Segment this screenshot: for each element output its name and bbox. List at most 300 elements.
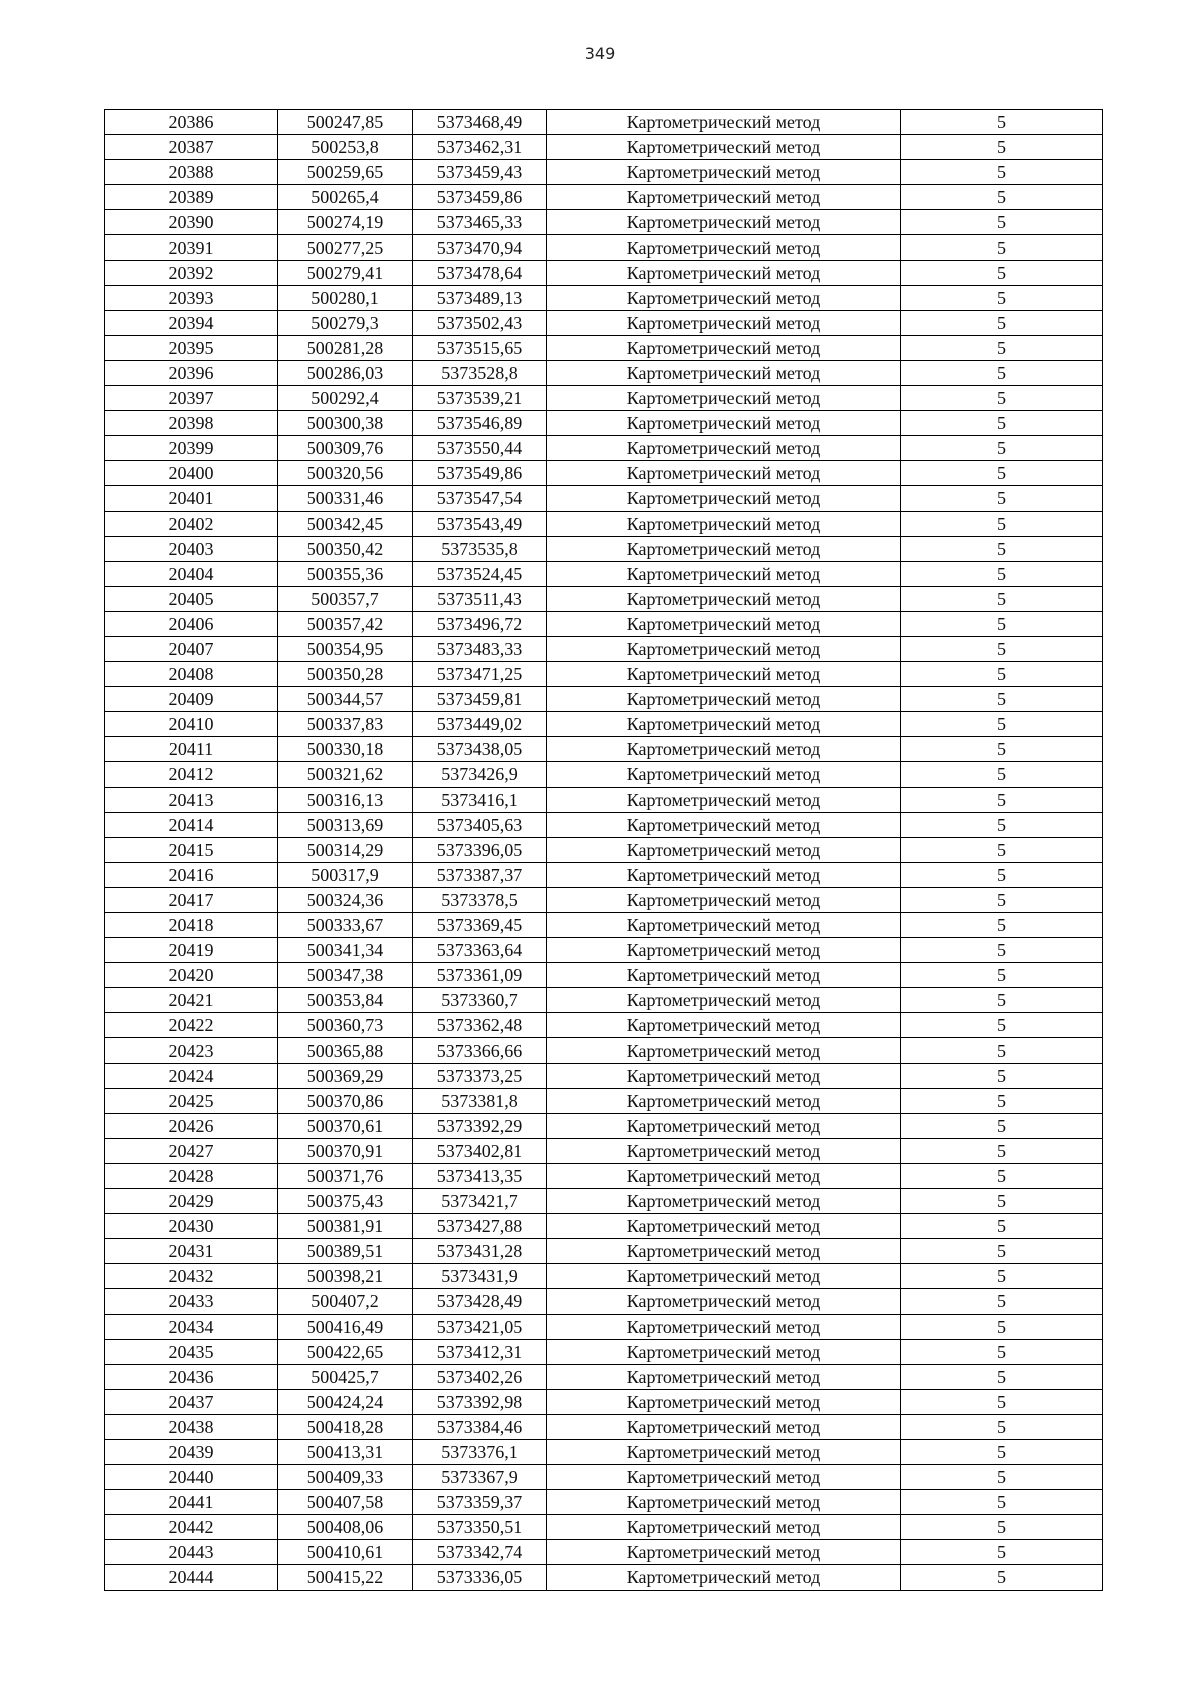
x-coordinate-cell: 500321,62 bbox=[278, 762, 413, 787]
method-cell: Картометрический метод bbox=[547, 1038, 901, 1063]
method-cell: Картометрический метод bbox=[547, 285, 901, 310]
method-cell: Картометрический метод bbox=[547, 1389, 901, 1414]
method-cell: Картометрический метод bbox=[547, 135, 901, 160]
table-row bbox=[105, 160, 1103, 185]
table-row bbox=[105, 436, 1103, 461]
y-coordinate-cell: 5373459,81 bbox=[413, 687, 547, 712]
x-coordinate-cell: 500337,83 bbox=[278, 712, 413, 737]
method-cell: Картометрический метод bbox=[547, 110, 901, 135]
accuracy-cell: 5 bbox=[901, 135, 1103, 160]
y-coordinate-cell: 5373402,26 bbox=[413, 1364, 547, 1389]
page-number: 349 bbox=[584, 44, 616, 63]
x-coordinate-cell: 500277,25 bbox=[278, 235, 413, 260]
point-number-cell: 20391 bbox=[105, 235, 278, 260]
x-coordinate-cell: 500253,8 bbox=[278, 135, 413, 160]
table-row bbox=[105, 1138, 1103, 1163]
x-coordinate-cell: 500274,19 bbox=[278, 210, 413, 235]
y-coordinate-cell: 5373550,44 bbox=[413, 436, 547, 461]
method-cell: Картометрический метод bbox=[547, 310, 901, 335]
x-coordinate-cell: 500416,49 bbox=[278, 1314, 413, 1339]
accuracy-cell: 5 bbox=[901, 887, 1103, 912]
point-number-cell: 20404 bbox=[105, 561, 278, 586]
y-coordinate-cell: 5373363,64 bbox=[413, 938, 547, 963]
table-row bbox=[105, 1163, 1103, 1188]
method-cell: Картометрический метод bbox=[547, 210, 901, 235]
table-row bbox=[105, 988, 1103, 1013]
method-cell: Картометрический метод bbox=[547, 1189, 901, 1214]
method-cell: Картометрический метод bbox=[547, 1339, 901, 1364]
y-coordinate-cell: 5373546,89 bbox=[413, 411, 547, 436]
y-coordinate-cell: 5373387,37 bbox=[413, 862, 547, 887]
method-cell: Картометрический метод bbox=[547, 938, 901, 963]
y-coordinate-cell: 5373360,7 bbox=[413, 988, 547, 1013]
x-coordinate-cell: 500333,67 bbox=[278, 913, 413, 938]
accuracy-cell: 5 bbox=[901, 511, 1103, 536]
table-row bbox=[105, 1239, 1103, 1264]
method-cell: Картометрический метод bbox=[547, 1264, 901, 1289]
point-number-cell: 20415 bbox=[105, 837, 278, 862]
x-coordinate-cell: 500300,38 bbox=[278, 411, 413, 436]
x-coordinate-cell: 500317,9 bbox=[278, 862, 413, 887]
y-coordinate-cell: 5373405,63 bbox=[413, 812, 547, 837]
point-number-cell: 20434 bbox=[105, 1314, 278, 1339]
point-number-cell: 20396 bbox=[105, 360, 278, 385]
x-coordinate-cell: 500425,7 bbox=[278, 1364, 413, 1389]
y-coordinate-cell: 5373547,54 bbox=[413, 486, 547, 511]
x-coordinate-cell: 500381,91 bbox=[278, 1214, 413, 1239]
method-cell: Картометрический метод bbox=[547, 1088, 901, 1113]
table-row bbox=[105, 636, 1103, 661]
table-row bbox=[105, 1490, 1103, 1515]
x-coordinate-cell: 500424,24 bbox=[278, 1389, 413, 1414]
y-coordinate-cell: 5373381,8 bbox=[413, 1088, 547, 1113]
point-number-cell: 20438 bbox=[105, 1414, 278, 1439]
table-row bbox=[105, 812, 1103, 837]
accuracy-cell: 5 bbox=[901, 1038, 1103, 1063]
accuracy-cell: 5 bbox=[901, 411, 1103, 436]
y-coordinate-cell: 5373336,05 bbox=[413, 1565, 547, 1590]
method-cell: Картометрический метод bbox=[547, 1063, 901, 1088]
x-coordinate-cell: 500357,42 bbox=[278, 611, 413, 636]
table-row bbox=[105, 185, 1103, 210]
method-cell: Картометрический метод bbox=[547, 1138, 901, 1163]
y-coordinate-cell: 5373426,9 bbox=[413, 762, 547, 787]
y-coordinate-cell: 5373465,33 bbox=[413, 210, 547, 235]
point-number-cell: 20426 bbox=[105, 1113, 278, 1138]
x-coordinate-cell: 500389,51 bbox=[278, 1239, 413, 1264]
point-number-cell: 20439 bbox=[105, 1439, 278, 1464]
y-coordinate-cell: 5373342,74 bbox=[413, 1540, 547, 1565]
x-coordinate-cell: 500313,69 bbox=[278, 812, 413, 837]
x-coordinate-cell: 500413,31 bbox=[278, 1439, 413, 1464]
y-coordinate-cell: 5373549,86 bbox=[413, 461, 547, 486]
point-number-cell: 20424 bbox=[105, 1063, 278, 1088]
point-number-cell: 20433 bbox=[105, 1289, 278, 1314]
table-row bbox=[105, 335, 1103, 360]
point-number-cell: 20390 bbox=[105, 210, 278, 235]
point-number-cell: 20389 bbox=[105, 185, 278, 210]
accuracy-cell: 5 bbox=[901, 737, 1103, 762]
table-row bbox=[105, 1088, 1103, 1113]
x-coordinate-cell: 500422,65 bbox=[278, 1339, 413, 1364]
accuracy-cell: 5 bbox=[901, 913, 1103, 938]
coordinates-table bbox=[104, 109, 1103, 1591]
x-coordinate-cell: 500350,42 bbox=[278, 536, 413, 561]
accuracy-cell: 5 bbox=[901, 636, 1103, 661]
accuracy-cell: 5 bbox=[901, 1339, 1103, 1364]
x-coordinate-cell: 500355,36 bbox=[278, 561, 413, 586]
method-cell: Картометрический метод bbox=[547, 636, 901, 661]
method-cell: Картометрический метод bbox=[547, 1490, 901, 1515]
point-number-cell: 20399 bbox=[105, 436, 278, 461]
x-coordinate-cell: 500344,57 bbox=[278, 687, 413, 712]
x-coordinate-cell: 500347,38 bbox=[278, 963, 413, 988]
method-cell: Картометрический метод bbox=[547, 1214, 901, 1239]
method-cell: Картометрический метод bbox=[547, 1515, 901, 1540]
table-row bbox=[105, 511, 1103, 536]
x-coordinate-cell: 500354,95 bbox=[278, 636, 413, 661]
accuracy-cell: 5 bbox=[901, 1189, 1103, 1214]
method-cell: Картометрический метод bbox=[547, 436, 901, 461]
accuracy-cell: 5 bbox=[901, 963, 1103, 988]
point-number-cell: 20418 bbox=[105, 913, 278, 938]
accuracy-cell: 5 bbox=[901, 1439, 1103, 1464]
accuracy-cell: 5 bbox=[901, 1389, 1103, 1414]
accuracy-cell: 5 bbox=[901, 611, 1103, 636]
accuracy-cell: 5 bbox=[901, 260, 1103, 285]
y-coordinate-cell: 5373459,43 bbox=[413, 160, 547, 185]
x-coordinate-cell: 500341,34 bbox=[278, 938, 413, 963]
method-cell: Картометрический метод bbox=[547, 737, 901, 762]
accuracy-cell: 5 bbox=[901, 1490, 1103, 1515]
accuracy-cell: 5 bbox=[901, 988, 1103, 1013]
table-row bbox=[105, 1013, 1103, 1038]
point-number-cell: 20394 bbox=[105, 310, 278, 335]
y-coordinate-cell: 5373421,7 bbox=[413, 1189, 547, 1214]
accuracy-cell: 5 bbox=[901, 1088, 1103, 1113]
accuracy-cell: 5 bbox=[901, 235, 1103, 260]
table-row bbox=[105, 1038, 1103, 1063]
x-coordinate-cell: 500415,22 bbox=[278, 1565, 413, 1590]
accuracy-cell: 5 bbox=[901, 185, 1103, 210]
method-cell: Картометрический метод bbox=[547, 887, 901, 912]
table-row bbox=[105, 1063, 1103, 1088]
table-row bbox=[105, 586, 1103, 611]
y-coordinate-cell: 5373359,37 bbox=[413, 1490, 547, 1515]
accuracy-cell: 5 bbox=[901, 812, 1103, 837]
accuracy-cell: 5 bbox=[901, 285, 1103, 310]
table-row bbox=[105, 837, 1103, 862]
point-number-cell: 20406 bbox=[105, 611, 278, 636]
table-row bbox=[105, 1364, 1103, 1389]
method-cell: Картометрический метод bbox=[547, 1289, 901, 1314]
point-number-cell: 20430 bbox=[105, 1214, 278, 1239]
table-row bbox=[105, 687, 1103, 712]
point-number-cell: 20405 bbox=[105, 586, 278, 611]
table-row bbox=[105, 737, 1103, 762]
x-coordinate-cell: 500279,41 bbox=[278, 260, 413, 285]
point-number-cell: 20425 bbox=[105, 1088, 278, 1113]
table-row bbox=[105, 762, 1103, 787]
x-coordinate-cell: 500360,73 bbox=[278, 1013, 413, 1038]
accuracy-cell: 5 bbox=[901, 1414, 1103, 1439]
y-coordinate-cell: 5373535,8 bbox=[413, 536, 547, 561]
table-row bbox=[105, 1264, 1103, 1289]
table-row bbox=[105, 1389, 1103, 1414]
point-number-cell: 20407 bbox=[105, 636, 278, 661]
point-number-cell: 20387 bbox=[105, 135, 278, 160]
x-coordinate-cell: 500320,56 bbox=[278, 461, 413, 486]
accuracy-cell: 5 bbox=[901, 461, 1103, 486]
table-row bbox=[105, 611, 1103, 636]
table-row bbox=[105, 887, 1103, 912]
method-cell: Картометрический метод bbox=[547, 762, 901, 787]
point-number-cell: 20392 bbox=[105, 260, 278, 285]
accuracy-cell: 5 bbox=[901, 1163, 1103, 1188]
y-coordinate-cell: 5373449,02 bbox=[413, 712, 547, 737]
accuracy-cell: 5 bbox=[901, 1289, 1103, 1314]
method-cell: Картометрический метод bbox=[547, 1239, 901, 1264]
accuracy-cell: 5 bbox=[901, 110, 1103, 135]
x-coordinate-cell: 500409,33 bbox=[278, 1465, 413, 1490]
point-number-cell: 20435 bbox=[105, 1339, 278, 1364]
y-coordinate-cell: 5373471,25 bbox=[413, 662, 547, 687]
accuracy-cell: 5 bbox=[901, 938, 1103, 963]
point-number-cell: 20423 bbox=[105, 1038, 278, 1063]
y-coordinate-cell: 5373392,29 bbox=[413, 1113, 547, 1138]
method-cell: Картометрический метод bbox=[547, 561, 901, 586]
accuracy-cell: 5 bbox=[901, 1013, 1103, 1038]
accuracy-cell: 5 bbox=[901, 1063, 1103, 1088]
point-number-cell: 20397 bbox=[105, 386, 278, 411]
method-cell: Картометрический метод bbox=[547, 787, 901, 812]
method-cell: Картометрический метод bbox=[547, 862, 901, 887]
table-row bbox=[105, 1214, 1103, 1239]
x-coordinate-cell: 500350,28 bbox=[278, 662, 413, 687]
accuracy-cell: 5 bbox=[901, 662, 1103, 687]
x-coordinate-cell: 500365,88 bbox=[278, 1038, 413, 1063]
table-row bbox=[105, 461, 1103, 486]
table-row bbox=[105, 110, 1103, 135]
table-row bbox=[105, 662, 1103, 687]
table-row bbox=[105, 360, 1103, 385]
accuracy-cell: 5 bbox=[901, 1214, 1103, 1239]
accuracy-cell: 5 bbox=[901, 1565, 1103, 1590]
table-row bbox=[105, 1113, 1103, 1138]
accuracy-cell: 5 bbox=[901, 310, 1103, 335]
point-number-cell: 20388 bbox=[105, 160, 278, 185]
point-number-cell: 20412 bbox=[105, 762, 278, 787]
table-row bbox=[105, 1314, 1103, 1339]
method-cell: Картометрический метод bbox=[547, 486, 901, 511]
table-row bbox=[105, 1540, 1103, 1565]
method-cell: Картометрический метод bbox=[547, 963, 901, 988]
point-number-cell: 20417 bbox=[105, 887, 278, 912]
x-coordinate-cell: 500280,1 bbox=[278, 285, 413, 310]
point-number-cell: 20416 bbox=[105, 862, 278, 887]
method-cell: Картометрический метод bbox=[547, 1364, 901, 1389]
y-coordinate-cell: 5373483,33 bbox=[413, 636, 547, 661]
point-number-cell: 20419 bbox=[105, 938, 278, 963]
y-coordinate-cell: 5373431,28 bbox=[413, 1239, 547, 1264]
point-number-cell: 20414 bbox=[105, 812, 278, 837]
x-coordinate-cell: 500398,21 bbox=[278, 1264, 413, 1289]
method-cell: Картометрический метод bbox=[547, 260, 901, 285]
point-number-cell: 20444 bbox=[105, 1565, 278, 1590]
table-row bbox=[105, 712, 1103, 737]
table-row bbox=[105, 1189, 1103, 1214]
method-cell: Картометрический метод bbox=[547, 1113, 901, 1138]
x-coordinate-cell: 500330,18 bbox=[278, 737, 413, 762]
method-cell: Картометрический метод bbox=[547, 1565, 901, 1590]
x-coordinate-cell: 500314,29 bbox=[278, 837, 413, 862]
point-number-cell: 20420 bbox=[105, 963, 278, 988]
point-number-cell: 20408 bbox=[105, 662, 278, 687]
y-coordinate-cell: 5373528,8 bbox=[413, 360, 547, 385]
point-number-cell: 20402 bbox=[105, 511, 278, 536]
x-coordinate-cell: 500369,29 bbox=[278, 1063, 413, 1088]
method-cell: Картометрический метод bbox=[547, 913, 901, 938]
y-coordinate-cell: 5373496,72 bbox=[413, 611, 547, 636]
y-coordinate-cell: 5373373,25 bbox=[413, 1063, 547, 1088]
accuracy-cell: 5 bbox=[901, 712, 1103, 737]
point-number-cell: 20410 bbox=[105, 712, 278, 737]
y-coordinate-cell: 5373462,31 bbox=[413, 135, 547, 160]
accuracy-cell: 5 bbox=[901, 1364, 1103, 1389]
y-coordinate-cell: 5373489,13 bbox=[413, 285, 547, 310]
point-number-cell: 20428 bbox=[105, 1163, 278, 1188]
y-coordinate-cell: 5373543,49 bbox=[413, 511, 547, 536]
method-cell: Картометрический метод bbox=[547, 1013, 901, 1038]
point-number-cell: 20403 bbox=[105, 536, 278, 561]
accuracy-cell: 5 bbox=[901, 335, 1103, 360]
table-row bbox=[105, 411, 1103, 436]
method-cell: Картометрический метод bbox=[547, 1314, 901, 1339]
table-row bbox=[105, 135, 1103, 160]
point-number-cell: 20442 bbox=[105, 1515, 278, 1540]
x-coordinate-cell: 500370,61 bbox=[278, 1113, 413, 1138]
point-number-cell: 20436 bbox=[105, 1364, 278, 1389]
accuracy-cell: 5 bbox=[901, 561, 1103, 586]
point-number-cell: 20443 bbox=[105, 1540, 278, 1565]
accuracy-cell: 5 bbox=[901, 862, 1103, 887]
y-coordinate-cell: 5373413,35 bbox=[413, 1163, 547, 1188]
accuracy-cell: 5 bbox=[901, 386, 1103, 411]
y-coordinate-cell: 5373468,49 bbox=[413, 110, 547, 135]
table-row bbox=[105, 235, 1103, 260]
y-coordinate-cell: 5373396,05 bbox=[413, 837, 547, 862]
accuracy-cell: 5 bbox=[901, 787, 1103, 812]
y-coordinate-cell: 5373428,49 bbox=[413, 1289, 547, 1314]
table-row bbox=[105, 260, 1103, 285]
accuracy-cell: 5 bbox=[901, 486, 1103, 511]
x-coordinate-cell: 500357,7 bbox=[278, 586, 413, 611]
x-coordinate-cell: 500316,13 bbox=[278, 787, 413, 812]
x-coordinate-cell: 500279,3 bbox=[278, 310, 413, 335]
x-coordinate-cell: 500375,43 bbox=[278, 1189, 413, 1214]
accuracy-cell: 5 bbox=[901, 536, 1103, 561]
y-coordinate-cell: 5373524,45 bbox=[413, 561, 547, 586]
y-coordinate-cell: 5373431,9 bbox=[413, 1264, 547, 1289]
accuracy-cell: 5 bbox=[901, 160, 1103, 185]
method-cell: Картометрический метод bbox=[547, 1414, 901, 1439]
accuracy-cell: 5 bbox=[901, 436, 1103, 461]
accuracy-cell: 5 bbox=[901, 1515, 1103, 1540]
method-cell: Картометрический метод bbox=[547, 235, 901, 260]
y-coordinate-cell: 5373362,48 bbox=[413, 1013, 547, 1038]
table-row bbox=[105, 386, 1103, 411]
method-cell: Картометрический метод bbox=[547, 160, 901, 185]
y-coordinate-cell: 5373366,66 bbox=[413, 1038, 547, 1063]
method-cell: Картометрический метод bbox=[547, 662, 901, 687]
accuracy-cell: 5 bbox=[901, 360, 1103, 385]
method-cell: Картометрический метод bbox=[547, 837, 901, 862]
x-coordinate-cell: 500331,46 bbox=[278, 486, 413, 511]
y-coordinate-cell: 5373470,94 bbox=[413, 235, 547, 260]
y-coordinate-cell: 5373350,51 bbox=[413, 1515, 547, 1540]
method-cell: Картометрический метод bbox=[547, 687, 901, 712]
y-coordinate-cell: 5373392,98 bbox=[413, 1389, 547, 1414]
point-number-cell: 20427 bbox=[105, 1138, 278, 1163]
x-coordinate-cell: 500259,65 bbox=[278, 160, 413, 185]
table-row bbox=[105, 862, 1103, 887]
point-number-cell: 20393 bbox=[105, 285, 278, 310]
point-number-cell: 20398 bbox=[105, 411, 278, 436]
method-cell: Картометрический метод bbox=[547, 586, 901, 611]
y-coordinate-cell: 5373421,05 bbox=[413, 1314, 547, 1339]
x-coordinate-cell: 500418,28 bbox=[278, 1414, 413, 1439]
point-number-cell: 20440 bbox=[105, 1465, 278, 1490]
table-row bbox=[105, 913, 1103, 938]
y-coordinate-cell: 5373361,09 bbox=[413, 963, 547, 988]
table-row bbox=[105, 1439, 1103, 1464]
y-coordinate-cell: 5373412,31 bbox=[413, 1339, 547, 1364]
accuracy-cell: 5 bbox=[901, 1264, 1103, 1289]
y-coordinate-cell: 5373438,05 bbox=[413, 737, 547, 762]
method-cell: Картометрический метод bbox=[547, 1163, 901, 1188]
point-number-cell: 20431 bbox=[105, 1239, 278, 1264]
x-coordinate-cell: 500342,45 bbox=[278, 511, 413, 536]
accuracy-cell: 5 bbox=[901, 1113, 1103, 1138]
accuracy-cell: 5 bbox=[901, 687, 1103, 712]
y-coordinate-cell: 5373459,86 bbox=[413, 185, 547, 210]
table-row bbox=[105, 938, 1103, 963]
x-coordinate-cell: 500324,36 bbox=[278, 887, 413, 912]
table-row bbox=[105, 285, 1103, 310]
y-coordinate-cell: 5373515,65 bbox=[413, 335, 547, 360]
point-number-cell: 20395 bbox=[105, 335, 278, 360]
table-row bbox=[105, 1515, 1103, 1540]
x-coordinate-cell: 500370,86 bbox=[278, 1088, 413, 1113]
y-coordinate-cell: 5373502,43 bbox=[413, 310, 547, 335]
point-number-cell: 20422 bbox=[105, 1013, 278, 1038]
x-coordinate-cell: 500410,61 bbox=[278, 1540, 413, 1565]
x-coordinate-cell: 500371,76 bbox=[278, 1163, 413, 1188]
method-cell: Картометрический метод bbox=[547, 1465, 901, 1490]
point-number-cell: 20432 bbox=[105, 1264, 278, 1289]
x-coordinate-cell: 500407,58 bbox=[278, 1490, 413, 1515]
table-row bbox=[105, 1339, 1103, 1364]
accuracy-cell: 5 bbox=[901, 837, 1103, 862]
method-cell: Картометрический метод bbox=[547, 411, 901, 436]
y-coordinate-cell: 5373478,64 bbox=[413, 260, 547, 285]
table-row bbox=[105, 787, 1103, 812]
y-coordinate-cell: 5373416,1 bbox=[413, 787, 547, 812]
x-coordinate-cell: 500292,4 bbox=[278, 386, 413, 411]
point-number-cell: 20429 bbox=[105, 1189, 278, 1214]
point-number-cell: 20409 bbox=[105, 687, 278, 712]
point-number-cell: 20401 bbox=[105, 486, 278, 511]
